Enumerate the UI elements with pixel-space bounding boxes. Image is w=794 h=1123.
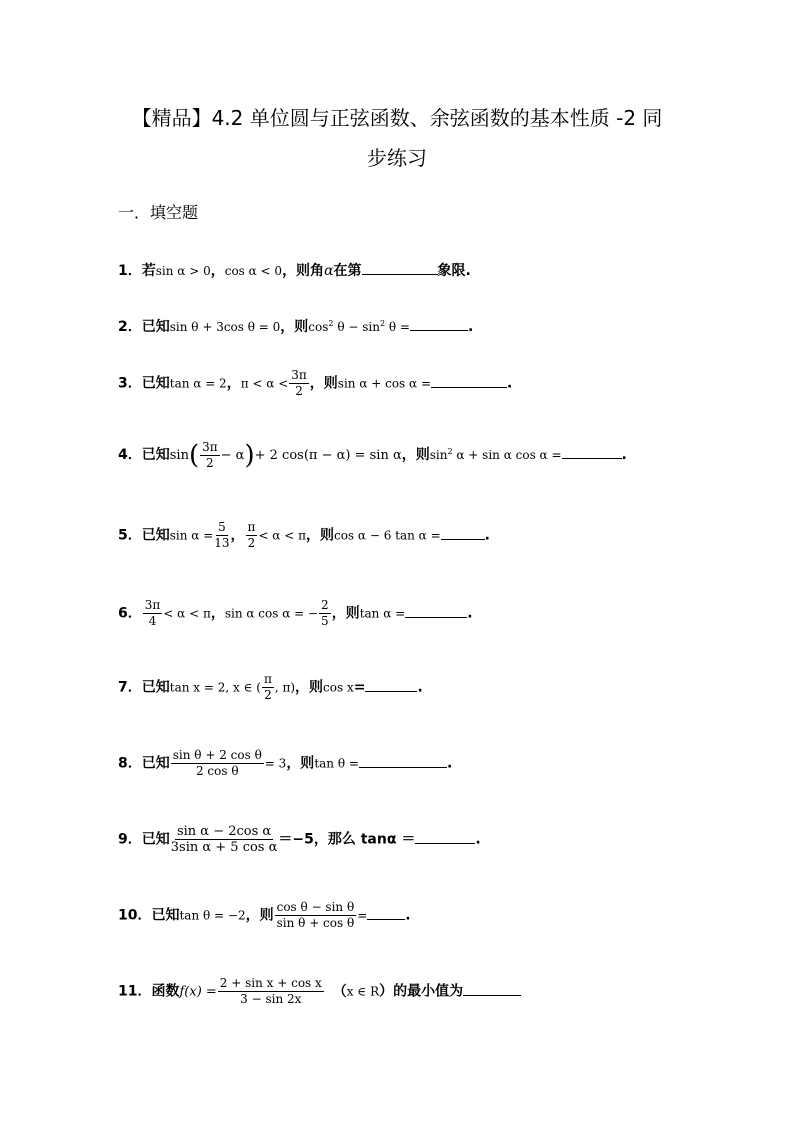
math-expression: sin θ + 3cos θ = 0	[169, 320, 281, 334]
answer-blank[interactable]	[410, 318, 468, 331]
math-expression: < α < π	[163, 606, 211, 621]
math-expression: sin α =	[169, 528, 214, 543]
answer-blank[interactable]	[359, 755, 447, 768]
question-3: 3．已知tan α = 2，π < α < $\frac{3\pi}{2}$ ，则sin α + cos α = .	[118, 368, 513, 398]
math-expression: tan θ =	[314, 756, 359, 771]
math-expression: tan α =	[359, 606, 406, 621]
question-5: 5．已知sin α = $\frac{5}{13}$ ， $\frac{\pi}{2}$ < α < π，则cos α − 6 tan α = .	[118, 520, 490, 550]
fraction: $\frac{3\pi}{4}$	[144, 598, 161, 628]
question-number: 5．	[118, 527, 142, 544]
question-10: 10．已知tan θ = −2，则 $\frac{\text{cos θ − sin θ}}{\text{sin θ + cos θ}}$ = .	[118, 900, 411, 930]
math-expression: f(x) =	[179, 984, 217, 1000]
math-expression: $\cos^2 \theta - \sin^2 \theta$ =	[308, 319, 410, 334]
question-number: 10．	[118, 907, 152, 924]
fraction: $\frac{5}{13}$	[214, 520, 230, 550]
fraction: $\frac{\text{sin α − 2cos α}}{\text{3sin α + 5 cos α}}$	[170, 824, 278, 855]
answer-blank[interactable]	[405, 605, 467, 618]
question-number: 4．	[118, 447, 142, 463]
question-4: 4．已知sin( $\frac{3\pi}{2}$ − α)+ 2 cos(π − α) = sin α，则$\sin^2 \alpha + \sin \alpha$ cos α = .	[118, 440, 627, 471]
section-heading: 一．填空题	[118, 203, 199, 222]
question-11: 11．函数f(x) = $\frac{\text{2 + sin x + cos x}}{3 - \sin 2x}$ （x ∈ R）的最小值为	[118, 976, 521, 1007]
question-9: 9．已知 $\frac{\text{sin α − 2cos α}}{\text{3sin α + 5 cos α}}$ ＝−5，那么 tanα ＝ .	[118, 824, 481, 855]
answer-blank[interactable]	[431, 375, 507, 388]
document-title-line-1: 【精品】4.2 单位圆与正弦函数、余弦函数的基本性质 -2 同	[131, 106, 663, 130]
question-7: 7．已知tan x = 2, x ∈ ( $\frac{\pi}{2}$ , π)，则cos x= .	[118, 672, 423, 702]
answer-blank[interactable]	[441, 527, 485, 540]
answer-blank[interactable]	[562, 446, 622, 459]
answer-blank[interactable]	[463, 983, 521, 996]
question-number: 6．	[118, 605, 142, 622]
question-number: 9．	[118, 831, 142, 848]
math-expression: x ∈ R	[346, 984, 380, 999]
fraction: $\frac{3\pi}{2}$	[291, 368, 307, 398]
math-expression: cos α < 0	[224, 264, 283, 278]
math-expression: < α < π	[258, 528, 306, 543]
question-number: 2．	[118, 319, 142, 335]
math-expression: tan θ = −2	[179, 908, 246, 923]
math-expression: π < α <	[240, 376, 289, 391]
math-expression: ＝−5，那么 tanα ＝	[278, 831, 416, 848]
question-1: 1．若sin α > 0，cos α < 0，则角α在第 象限.	[118, 263, 471, 279]
fraction: $\frac{\text{sin θ + 2 cos θ}}{\text{2 cos θ}}$	[172, 748, 262, 778]
math-expression: sin α > 0	[155, 264, 211, 278]
document-title-line-2: 步练习	[367, 146, 427, 170]
question-8: 8．已知 $\frac{\text{sin θ + 2 cos θ}}{\text{2 cos θ}}$ = 3，则tan θ = .	[118, 748, 453, 778]
fraction: $\frac{\pi}{2}$	[263, 672, 272, 702]
math-expression: sin α + cos α =	[337, 376, 431, 391]
question-number: 8．	[118, 755, 142, 772]
question-number: 1．	[118, 263, 142, 279]
question-6: 6． $\frac{3\pi}{4}$ < α < π，sin α cos α = − $\frac{2}{5}$ ，则tan α = .	[118, 598, 473, 628]
math-expression: cos α − 6 tan α =	[333, 528, 441, 543]
math-expression: α	[324, 263, 334, 279]
math-expression: sin α cos α = −	[224, 606, 319, 621]
answer-blank[interactable]	[365, 679, 417, 692]
fraction: $\frac{2}{5}$	[321, 598, 329, 628]
answer-blank[interactable]	[362, 262, 438, 275]
question-number: 7．	[118, 679, 142, 696]
question-number: 11．	[118, 983, 152, 1000]
math-expression: cos x	[323, 680, 354, 695]
math-expression: tan α = 2	[169, 376, 227, 391]
math-expression: , π)	[274, 680, 296, 695]
math-expression: tan x = 2, x ∈ (	[169, 680, 261, 695]
math-expression: =	[357, 908, 368, 923]
question-2: 2．已知sin θ + 3cos θ = 0，则$\cos^2 \theta - \sin^2 \theta$ = .	[118, 319, 474, 335]
answer-blank[interactable]	[415, 831, 475, 844]
fraction: $\frac{\text{2 + sin x + cos x}}{3 - \sin 2x}$	[219, 976, 322, 1006]
math-expression: $\sin^2 \alpha + \sin \alpha$ cos α =	[429, 447, 562, 462]
math-expression: sin( $\frac{3\pi}{2}$ − α)+ 2 cos(π − α) = sin α	[169, 440, 402, 471]
fraction: $\frac{\text{cos θ − sin θ}}{\text{sin θ + cos θ}}$	[276, 900, 355, 930]
fraction: $\frac{\pi}{2}$	[247, 520, 256, 550]
math-expression: = 3	[264, 756, 287, 771]
question-number: 3．	[118, 375, 142, 392]
answer-blank[interactable]	[367, 907, 405, 920]
